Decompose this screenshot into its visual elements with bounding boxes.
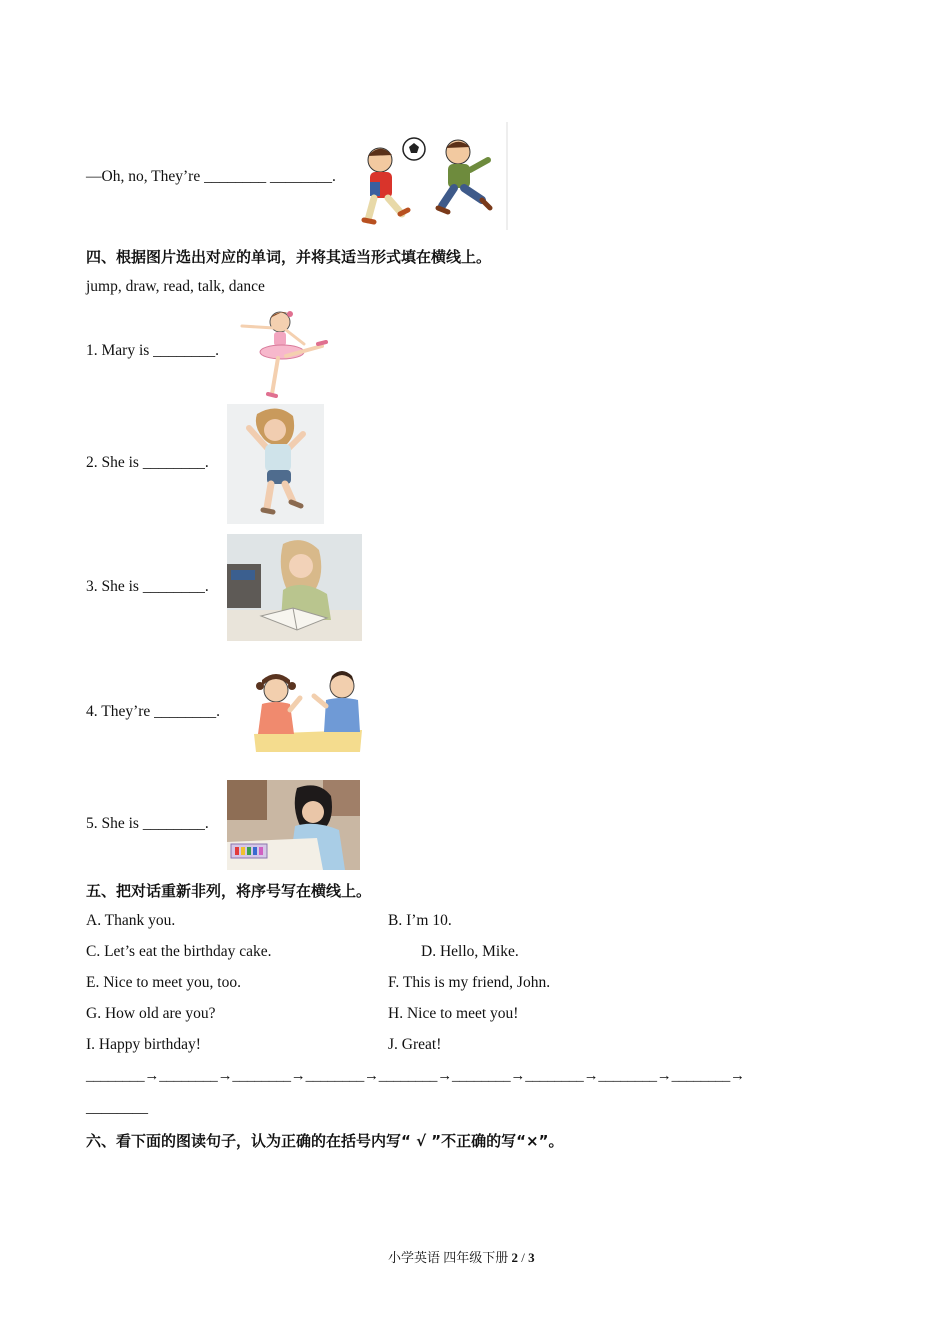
footer-subject: 小学英语 四年级下册 xyxy=(388,1250,509,1265)
option-h: H. Nice to meet you! xyxy=(388,1005,519,1022)
section-4-title: 四、根据图片选出对应的单词，并将其适当形式填在横线上。 xyxy=(86,248,492,266)
answer-line-1: ________→________→________→________→________→________→________→________→________→ xyxy=(86,1068,745,1084)
item-2-sentence: 2. She is ________. xyxy=(86,454,209,471)
option-c: C. Let’s eat the birthday cake. xyxy=(86,943,272,960)
item-5-sentence: 5. She is ________. xyxy=(86,815,209,832)
item-4-sentence: 4. They’re ________. xyxy=(86,703,221,720)
option-f: F. This is my friend, John. xyxy=(388,974,551,991)
item-3-sentence: 3. She is ________. xyxy=(86,578,209,595)
option-g: G. How old are you? xyxy=(86,1005,216,1022)
page-footer xyxy=(388,1247,535,1266)
ballerina-picture xyxy=(238,304,330,400)
option-j: J. Great! xyxy=(388,1036,442,1053)
option-d: D. Hello, Mike. xyxy=(421,943,519,960)
footer-separator: / xyxy=(521,1250,525,1265)
footer-total-pages: 3 xyxy=(528,1250,535,1265)
talking-kids-picture xyxy=(252,668,364,754)
word-bank: jump, draw, read, talk, dance xyxy=(86,278,265,295)
continuation-sentence: —Oh, no, They’re ________ ________. xyxy=(86,168,336,185)
option-b: B. I’m 10. xyxy=(388,912,452,929)
option-e: E. Nice to meet you, too. xyxy=(86,974,241,991)
footer-page-number: 2 xyxy=(511,1250,519,1265)
option-a: A. Thank you. xyxy=(86,912,176,929)
drawing-girl-picture xyxy=(227,780,360,870)
reading-girl-picture xyxy=(227,534,362,641)
jumping-girl-picture xyxy=(227,404,324,524)
section-5-title: 五、把对话重新非列，将序号写在横线上。 xyxy=(86,882,372,900)
section-6-title: 六、看下面的图读句子，认为正确的在括号内写“ √ ”不正确的写“×”。 xyxy=(86,1132,564,1150)
soccer-boys-picture xyxy=(358,122,510,230)
option-i: I. Happy birthday! xyxy=(86,1036,201,1053)
item-1-sentence: 1. Mary is ________. xyxy=(86,342,220,359)
answer-line-2: ________ xyxy=(86,1099,148,1116)
